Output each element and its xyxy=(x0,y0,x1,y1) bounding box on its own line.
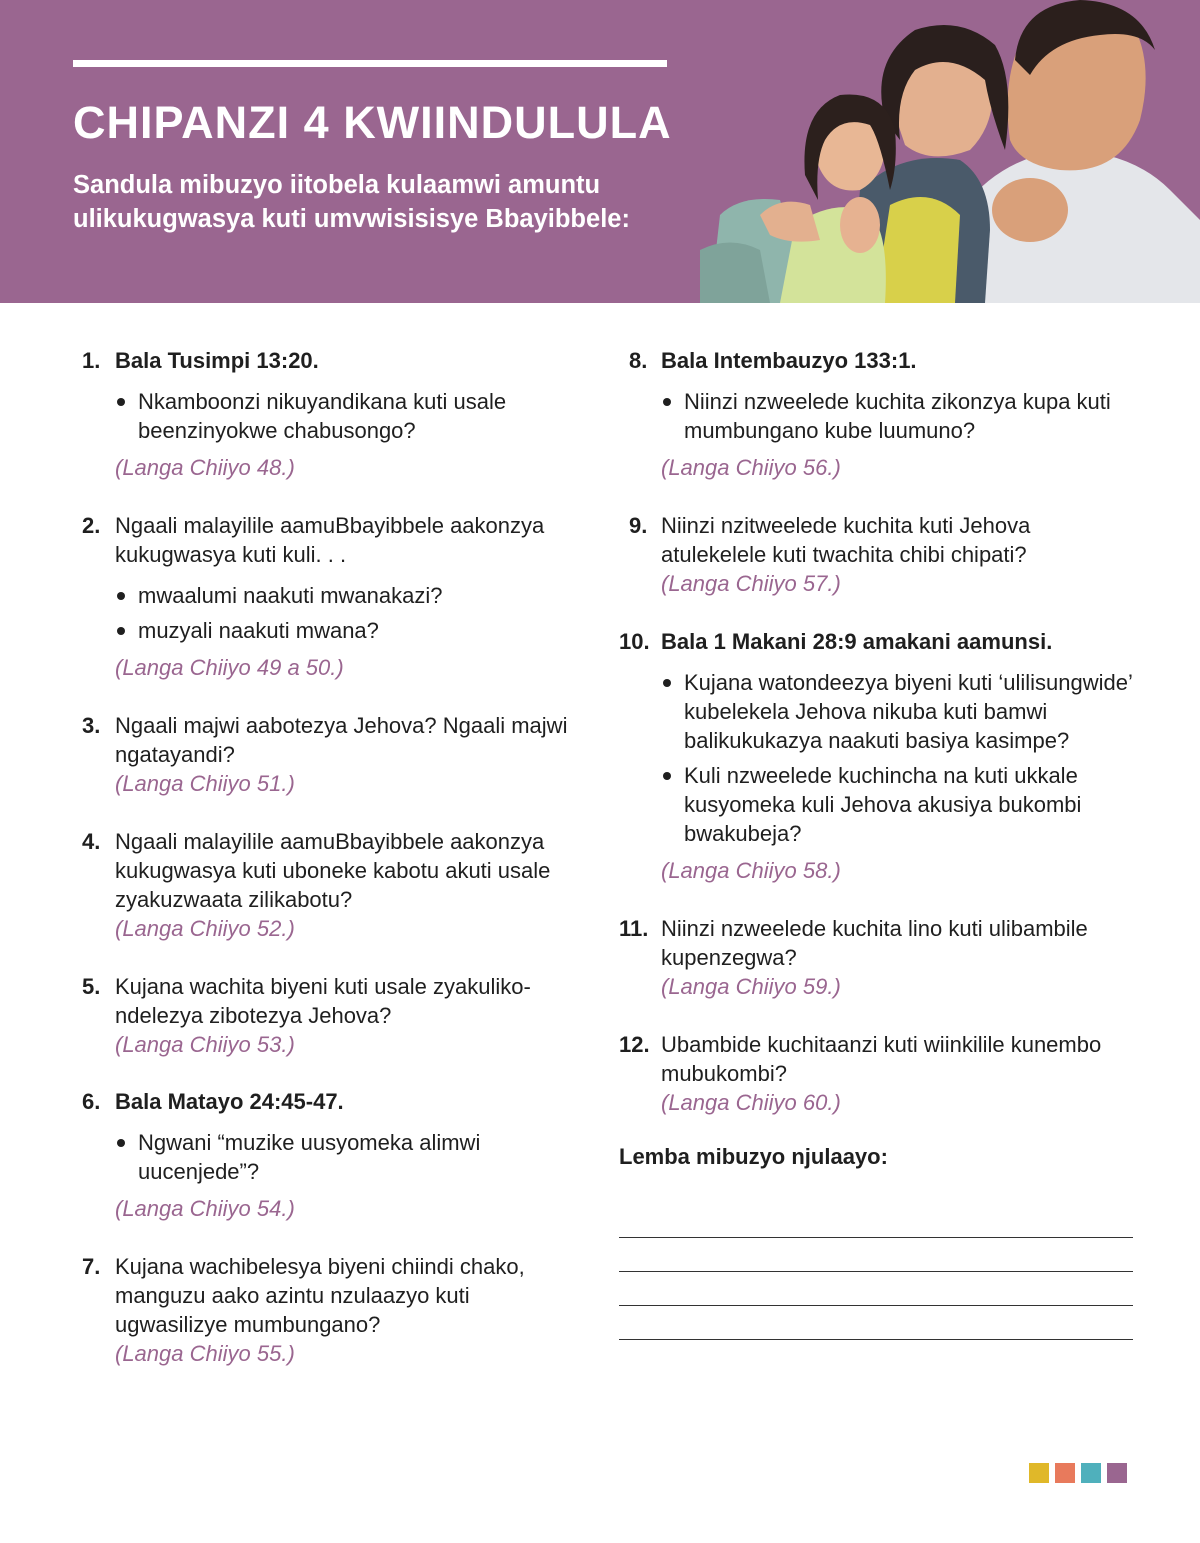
write-line[interactable] xyxy=(619,1305,1133,1306)
question-6 xyxy=(82,1087,587,1223)
question-11 xyxy=(619,914,1139,1001)
question-7 xyxy=(82,1252,587,1368)
question-text: Niinzi nzitweelede kuchita kuti Jehova atulekelele kuti twachita chibi chipati? xyxy=(661,513,1031,567)
question-10 xyxy=(619,627,1139,885)
lesson-reference: (Langa Chiiyo 49 a 50.) xyxy=(115,655,344,680)
question-text: Kujana wachibelesya biyeni chiindi chako, manguzu aako azintu nzulaazyo kuti ugwasilizye mumbungano? xyxy=(115,1254,525,1337)
question-text: Ngaali malayilile aamuBbayibbele aakonzya kukugwasya kuti kuli. . . xyxy=(115,513,545,567)
question-bullet: Niinzi nzweelede kuchita zikonzya kupa kuti mumbungano kube luumuno? xyxy=(661,387,1139,445)
write-lines xyxy=(619,1237,1139,1340)
question-number: 1. xyxy=(82,348,101,373)
question-number: 6. xyxy=(82,1089,101,1114)
family-praying-illustration xyxy=(700,0,1200,303)
question-2 xyxy=(82,511,587,682)
questions-right-column xyxy=(619,346,1139,1373)
question-bullet: Kujana watondeezya biyeni kuti ‘ulilisungwide’ kubelekela Jehova nikuba kuti bamwi balikukukazya naakuti basiya kasimpe? xyxy=(661,668,1139,755)
color-swatches xyxy=(1029,1463,1127,1483)
page-subtitle: Sandula mibuzyo iitobela kulaamwi amuntu ulikukugwasya kuti umvwisisisye Bbayibbele: xyxy=(73,171,630,233)
question-bullet: Nkamboonzi nikuyandikana kuti usale beenzinyokwe chabusongo? xyxy=(115,387,587,445)
lesson-reference: (Langa Chiiyo 57.) xyxy=(661,571,841,596)
question-3 xyxy=(82,711,587,798)
swatch-yellow xyxy=(1029,1463,1049,1483)
header-rule xyxy=(73,60,667,67)
lesson-reference: (Langa Chiiyo 53.) xyxy=(115,1032,295,1057)
lesson-reference: (Langa Chiiyo 48.) xyxy=(115,455,295,480)
question-bullet: Kuli nzweelede kuchincha na kuti ukkale kusyomeka kuli Jehova akusiya bukombi bwakubeja? xyxy=(661,761,1139,848)
question-number: 3. xyxy=(82,713,101,738)
question-number: 7. xyxy=(82,1254,101,1279)
question-5 xyxy=(82,972,587,1059)
question-text: Kujana wachita biyeni kuti usale zyakulikondelezya zibotezya Jehova? xyxy=(115,974,531,1028)
swatch-purple xyxy=(1107,1463,1127,1483)
question-text: Bala 1 Makani 28:9 amakani aamunsi. xyxy=(661,629,1053,654)
question-bullet: muzyali naakuti mwana? xyxy=(115,616,587,645)
write-line[interactable] xyxy=(619,1271,1133,1272)
question-number: 8. xyxy=(629,348,648,373)
question-bullet: Ngwani “muzike uusyomeka alimwi uucenjede”? xyxy=(115,1128,587,1186)
question-bullet: mwaalumi naakuti mwanakazi? xyxy=(115,581,587,610)
question-12 xyxy=(619,1030,1139,1117)
question-8 xyxy=(619,346,1139,482)
lesson-reference: (Langa Chiiyo 54.) xyxy=(115,1196,295,1221)
question-1 xyxy=(82,346,587,482)
page-title: CHIPANZI 4 KWIINDULULA xyxy=(73,97,672,148)
question-number: 10. xyxy=(619,629,650,654)
write-line[interactable] xyxy=(619,1237,1133,1238)
question-text: Niinzi nzweelede kuchita lino kuti ulibambile kupenzegwa? xyxy=(661,916,1088,970)
question-9 xyxy=(619,511,1139,598)
lesson-reference: (Langa Chiiyo 51.) xyxy=(115,771,295,796)
question-text: Ngaali majwi aabotezya Jehova? Ngaali majwi ngatayandi? xyxy=(115,713,568,767)
question-number: 4. xyxy=(82,829,101,854)
question-number: 9. xyxy=(629,513,648,538)
lesson-reference: (Langa Chiiyo 55.) xyxy=(115,1341,295,1366)
question-text: Ubambide kuchitaanzi kuti wiinkilile kunembo mubukombi? xyxy=(661,1032,1102,1086)
question-text: Bala Matayo 24:45-47. xyxy=(115,1089,344,1114)
lesson-reference: (Langa Chiiyo 60.) xyxy=(661,1090,841,1115)
lesson-reference: (Langa Chiiyo 58.) xyxy=(661,858,841,883)
write-line[interactable] xyxy=(619,1339,1133,1340)
question-text: Bala Intembauzyo 133:1. xyxy=(661,348,917,373)
question-number: 11. xyxy=(619,916,649,941)
questions-left-column xyxy=(82,346,587,1368)
lesson-reference: (Langa Chiiyo 59.) xyxy=(661,974,841,999)
write-questions-label: Lemba mibuzyo njulaayo: xyxy=(619,1144,888,1169)
question-number: 2. xyxy=(82,513,101,538)
question-number: 12. xyxy=(619,1032,650,1057)
lesson-reference: (Langa Chiiyo 56.) xyxy=(661,455,841,480)
header-banner xyxy=(0,0,1200,303)
question-4 xyxy=(82,827,587,943)
lesson-reference: (Langa Chiiyo 52.) xyxy=(115,916,295,941)
question-text: Ngaali malayilile aamuBbayibbele aakonzya kukugwasya kuti uboneke kabotu akuti usale zyakuzwaata zilikabotu? xyxy=(115,829,551,912)
swatch-orange xyxy=(1055,1463,1075,1483)
question-text: Bala Tusimpi 13:20. xyxy=(115,348,319,373)
swatch-teal xyxy=(1081,1463,1101,1483)
question-number: 5. xyxy=(82,974,101,999)
